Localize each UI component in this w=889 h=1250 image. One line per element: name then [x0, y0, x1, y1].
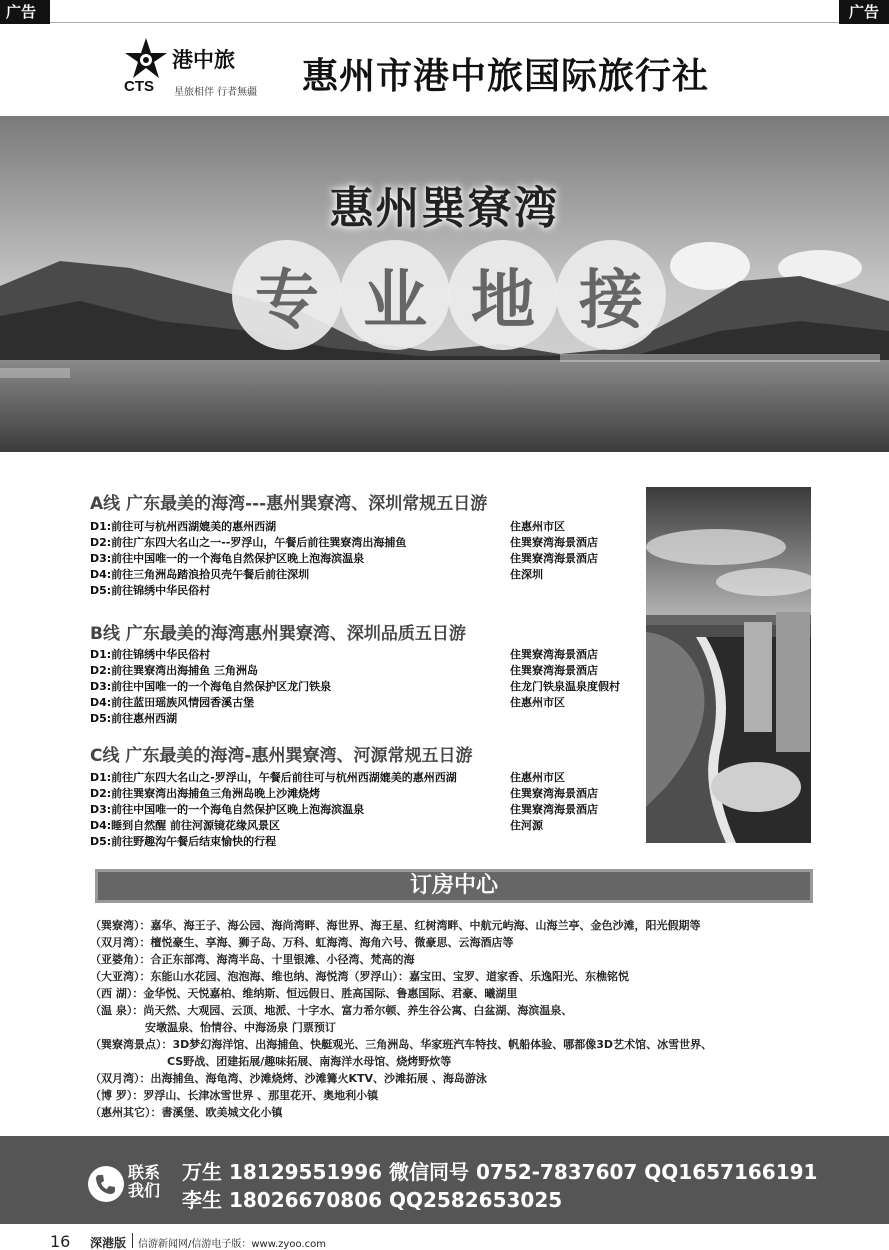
edition-name: 深港版: [90, 1236, 127, 1250]
ad-label-right: 广告: [839, 0, 889, 24]
contact-line-2: 李生 18026670806 QQ2582653025: [182, 1188, 563, 1212]
route-a-stay-3: 住巽寮湾海景酒店: [510, 552, 598, 565]
route-c-stay-1: 住惠州市区: [510, 771, 565, 784]
cts-logo: [124, 36, 284, 98]
route-c-day-5: D5:前往野趣沟午餐后结束愉快的行程: [90, 835, 277, 848]
route-b-day-4: D4:前往蓝田瑶族风情园香溪古堡: [90, 696, 255, 709]
phone-icon: [88, 1166, 124, 1202]
route-c-title: C线 广东最美的海湾-惠州巽寮湾、河源常规五日游: [90, 746, 473, 766]
hero-title: 惠州巽寮湾: [329, 183, 560, 234]
route-b-stay-1: 住巽寮湾海景酒店: [510, 648, 598, 661]
logo-slogan: 星旅相伴 行者無疆: [174, 87, 258, 98]
route-c-day-1: D1:前往广东四大名山之-罗浮山，午餐后前往可与杭州西湖媲美的惠州西湖: [90, 771, 457, 784]
booking-line: （博 罗）：罗浮山、长津冰雪世界 、那里花开、奥地利小镇: [90, 1089, 379, 1102]
route-a-day-5: D5:前往锦绣中华民俗村: [90, 584, 211, 597]
footer-divider: [132, 1233, 133, 1248]
booking-line: （巽寮湾）：嘉华、海王子、海公园、海尚湾畔、海世界、海王星、红树湾畔、中航元屿海、山海兰亭、金色沙滩，阳光假期等: [90, 919, 701, 932]
route-a-title: A线 广东最美的海湾---惠州巽寮湾、深圳常规五日游: [90, 494, 488, 514]
route-b-stay-3: 住龙门铁泉温泉度假村: [510, 680, 620, 693]
route-b-day-5: D5:前往惠州西湖: [90, 712, 178, 725]
route-a-stay-2: 住巽寮湾海景酒店: [510, 536, 598, 549]
agency-name: 惠州市港中旅国际旅行社: [302, 56, 710, 97]
footer-site: 信游新闻网/信游电子版：www.zyoo.com: [138, 1239, 326, 1250]
booking-line: （巽寮湾景点）：3D梦幻海洋馆、出海捕鱼、快艇观光、三角洲岛、华家班汽车特技、帆船体验、哪都像3D艺术馆、冰雪世界、: [90, 1038, 713, 1051]
hero-char-4: 接: [556, 240, 666, 350]
route-a-stay-4: 住深圳: [510, 568, 543, 581]
route-b-day-3: D3:前往中国唯一的一个海龟自然保护区龙门铁泉: [90, 680, 332, 693]
booking-line: （大亚湾）：东能山水花园、泡泡海、维也纳、海悦湾（罗浮山）：嘉宝田、宝罗、道家香、乐逸阳光、东樵铭悦: [90, 970, 629, 983]
route-c-day-2: D2:前往巽寮湾出海捕鱼三角洲岛晚上沙滩烧烤: [90, 787, 321, 800]
booking-line: （惠州其它）：書溪堡、欧美城文化小镇: [90, 1106, 283, 1119]
route-a-day-1: D1:前往可与杭州西湖媲美的惠州西湖: [90, 520, 277, 533]
page-footer: [0, 1232, 889, 1250]
route-a-day-2: D2:前往广东四大名山之一--罗浮山，午餐后前往巽寮湾出海捕鱼: [90, 536, 407, 549]
route-a-stay-1: 住惠州市区: [510, 520, 565, 533]
top-divider: [50, 22, 839, 23]
route-b-stay-2: 住巽寮湾海景酒店: [510, 664, 598, 677]
contact-label: [128, 1164, 168, 1200]
route-b-stay-4: 住惠州市区: [510, 696, 565, 709]
booking-line: 安墩温泉、怡情谷、中海汤泉 门票预订: [90, 1021, 336, 1034]
route-a-day-4: D4:前往三角洲岛踏浪拾贝壳午餐后前往深圳: [90, 568, 310, 581]
contact-label-line-2: 我们: [128, 1181, 161, 1200]
booking-line: （温 泉）：尚天然、大观园、云顶、地派、十字水、富力希尔顿、养生谷公寓、白盆湖、海滨温泉、: [90, 1004, 573, 1017]
booking-line: （西 湖）：金华悦、天悦嘉柏、维纳斯、恒远假日、胜高国际、鲁惠国际、君豪、曦湖里: [90, 987, 518, 1000]
route-b-day-2: D2:前往巽寮湾出海捕鱼 三角洲岛: [90, 664, 259, 677]
contact-label-line-1: 联系: [128, 1163, 161, 1182]
route-c-day-3: D3:前往中国唯一的一个海龟自然保护区晚上泡海滨温泉: [90, 803, 365, 816]
route-c-day-4: D4:睡到自然醒 前往河源镜花缘风景区: [90, 819, 281, 832]
route-c-stay-3: 住巽寮湾海景酒店: [510, 803, 598, 816]
hero-char-1: 专: [232, 240, 342, 350]
booking-center-title: 订房中心: [409, 873, 498, 898]
route-a-day-3: D3:前往中国唯一的一个海龟自然保护区晚上泡海滨温泉: [90, 552, 365, 565]
route-c-stay-2: 住巽寮湾海景酒店: [510, 787, 598, 800]
logo-cts: CTS: [124, 78, 154, 95]
route-b-day-1: D1:前往锦绣中华民俗村: [90, 648, 211, 661]
route-c-stay-4: 住河源: [510, 819, 543, 832]
page-number: 16: [50, 1232, 71, 1250]
hero-char-2: 业: [340, 240, 450, 350]
booking-line: （亚婆角）：合正东部湾、海湾半岛、十里银滩、小径湾、梵高的海: [90, 953, 415, 966]
booking-line: （双月湾）：出海捕鱼、海龟湾、沙滩烧烤、沙滩篝火KTV、沙滩拓展 、海岛游泳: [90, 1072, 487, 1085]
star-logo-icon: [124, 36, 168, 80]
booking-center-header: [95, 869, 813, 903]
logo-chinese-name: 港中旅: [172, 48, 235, 72]
contact-band: [0, 1136, 889, 1224]
booking-line: CS野战、团建拓展/趣味拓展、南海洋水母馆、烧烤野炊等: [90, 1055, 452, 1068]
contact-line-1: 万生 18129551996 微信同号 0752-7837607 QQ1657166191: [182, 1160, 818, 1184]
ad-label-left: 广告: [0, 0, 50, 24]
hero-char-3: 地: [448, 240, 558, 350]
hero-banner: [0, 116, 889, 452]
resort-beach-photo: [646, 487, 811, 843]
route-b-title: B线 广东最美的海湾惠州巽寮湾、深圳品质五日游: [90, 624, 466, 644]
booking-line: （双月湾）：檀悦豪生、享海、狮子岛、万科、虹海湾、海角六号、微豪思、云海酒店等: [90, 936, 514, 949]
